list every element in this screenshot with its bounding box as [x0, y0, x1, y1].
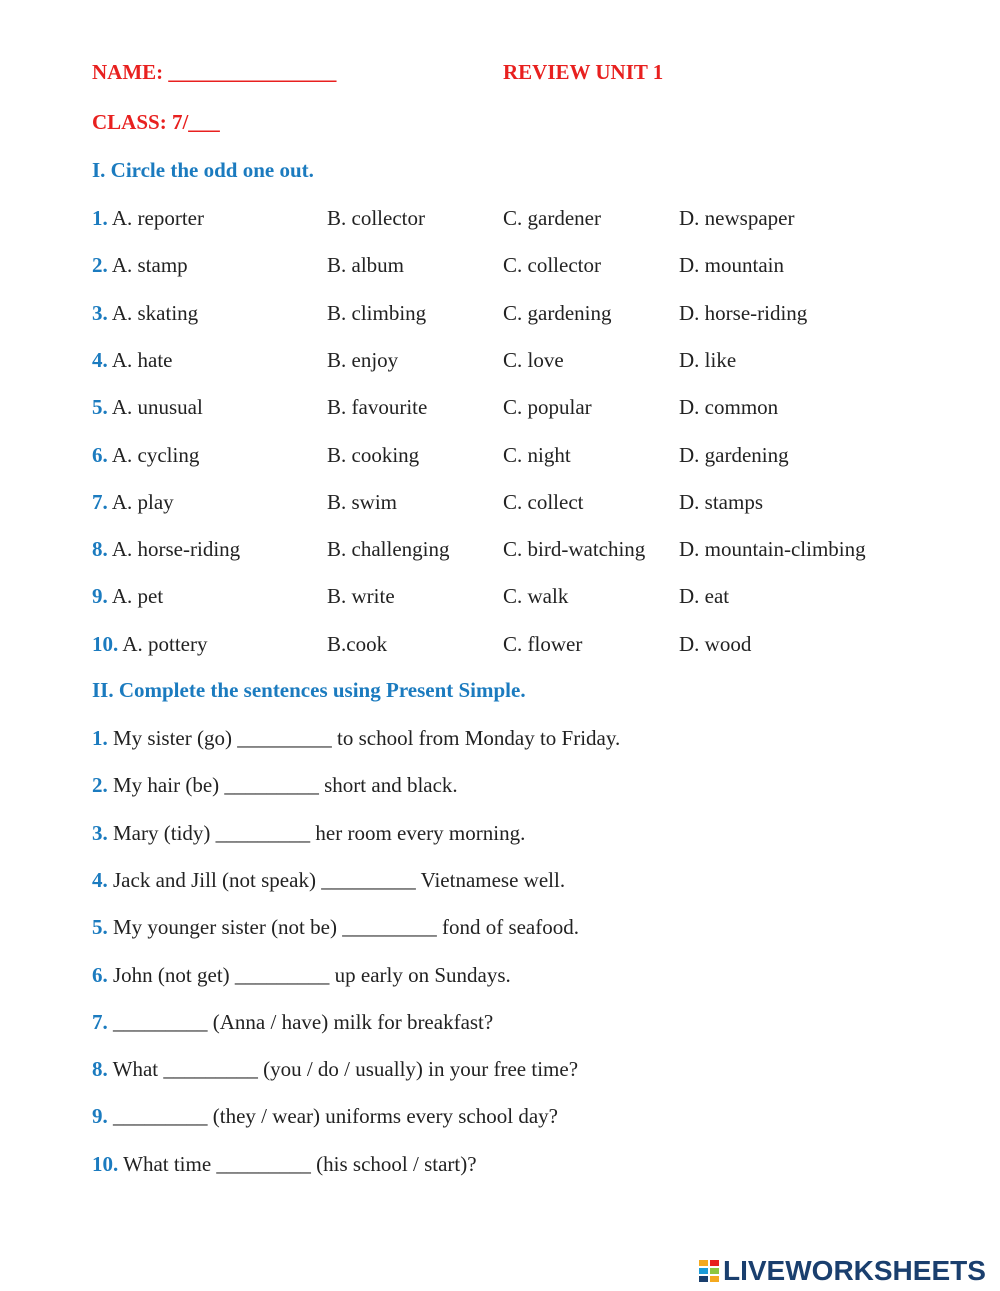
option-b[interactable]: B. album [327, 253, 404, 277]
item-number: 4. [92, 868, 108, 892]
option-c[interactable]: C. collector [503, 253, 601, 277]
option-b[interactable]: B. favourite [327, 395, 428, 419]
item-number: 2. [92, 773, 108, 797]
option-c[interactable]: C. flower [503, 632, 583, 656]
item-number: 3. [92, 301, 108, 325]
option-a[interactable]: A. skating [111, 301, 199, 325]
option-b[interactable]: B. challenging [327, 537, 450, 561]
option-d[interactable]: D. stamps [679, 490, 763, 514]
odd-one-out-item [92, 348, 173, 372]
odd-one-out-item [92, 206, 204, 230]
item-number: 1. [92, 726, 108, 750]
option-c[interactable]: C. night [503, 443, 571, 467]
option-d[interactable]: D. gardening [679, 443, 789, 467]
item-number: 1. [92, 206, 108, 230]
sentence-item[interactable] [92, 915, 579, 939]
option-b[interactable]: B. enjoy [327, 348, 399, 372]
sentence-text: What _________ (you / do / usually) in your free time? [112, 1057, 579, 1081]
option-c[interactable]: C. bird-watching [503, 537, 646, 561]
sentence-text: Jack and Jill (not speak) _________ Vietnamese well. [113, 868, 566, 892]
item-number: 8. [92, 537, 108, 561]
odd-one-out-item [92, 443, 199, 467]
odd-one-out-item [92, 632, 208, 656]
sentence-item[interactable] [92, 1152, 477, 1176]
odd-one-out-item [92, 395, 203, 419]
sentence-item[interactable] [92, 821, 525, 845]
option-a[interactable]: A. play [111, 490, 174, 514]
option-a[interactable]: A. stamp [111, 253, 188, 277]
sentence-text: John (not get) _________ up early on Sundays. [113, 963, 511, 987]
item-number: 6. [92, 963, 108, 987]
sentence-item[interactable] [92, 1057, 578, 1081]
sentence-text: What time _________ (his school / start)? [123, 1152, 477, 1176]
sentence-item[interactable] [92, 773, 458, 797]
odd-one-out-item [92, 253, 188, 277]
name-field-label: NAME: ________________ [92, 60, 337, 84]
option-a[interactable]: A. pet [111, 584, 164, 608]
sentence-item[interactable] [92, 726, 620, 750]
sentence-text: _________ (Anna / have) milk for breakfast? [113, 1010, 494, 1034]
option-c[interactable]: C. popular [503, 395, 592, 419]
option-c[interactable]: C. love [503, 348, 564, 372]
option-d[interactable]: D. mountain-climbing [679, 537, 866, 561]
option-d[interactable]: D. wood [679, 632, 752, 656]
option-a[interactable]: A. pottery [122, 632, 208, 656]
item-number: 5. [92, 915, 108, 939]
option-a[interactable]: A. unusual [111, 395, 203, 419]
sentence-text: My younger sister (not be) _________ fond of seafood. [113, 915, 579, 939]
option-c[interactable]: C. gardening [503, 301, 612, 325]
liveworksheets-logo-text: LIVEWORKSHEETS [723, 1255, 986, 1286]
sentence-item[interactable] [92, 963, 511, 987]
option-b[interactable]: B. climbing [327, 301, 427, 325]
option-d[interactable]: D. horse-riding [679, 301, 808, 325]
item-number: 9. [92, 584, 108, 608]
option-a[interactable]: A. horse-riding [111, 537, 241, 561]
item-number: 10. [92, 1152, 119, 1176]
option-d[interactable]: D. eat [679, 584, 730, 608]
sentence-item[interactable] [92, 1010, 493, 1034]
liveworksheets-logo [698, 1256, 986, 1286]
item-number: 7. [92, 490, 108, 514]
option-b[interactable]: B. collector [327, 206, 425, 230]
option-b[interactable]: B. write [327, 584, 395, 608]
section2-heading: II. Complete the sentences using Present Simple. [92, 678, 526, 702]
class-field-label: CLASS: 7/___ [92, 110, 220, 134]
item-number: 3. [92, 821, 108, 845]
section1-heading: I. Circle the odd one out. [92, 158, 314, 182]
item-number: 7. [92, 1010, 108, 1034]
sentence-item[interactable] [92, 868, 565, 892]
odd-one-out-item [92, 490, 174, 514]
option-d[interactable]: D. mountain [679, 253, 784, 277]
option-d[interactable]: D. common [679, 395, 779, 419]
item-number: 6. [92, 443, 108, 467]
option-a[interactable]: A. reporter [111, 206, 204, 230]
sentence-text: My sister (go) _________ to school from Monday to Friday. [113, 726, 621, 750]
option-a[interactable]: A. cycling [111, 443, 200, 467]
sentence-text: My hair (be) _________ short and black. [113, 773, 458, 797]
option-b[interactable]: B. cooking [327, 443, 420, 467]
odd-one-out-item [92, 537, 240, 561]
odd-one-out-item [92, 584, 163, 608]
option-c[interactable]: C. walk [503, 584, 569, 608]
item-number: 4. [92, 348, 108, 372]
sentence-text: _________ (they / wear) uniforms every school day? [113, 1104, 558, 1128]
worksheet-title: REVIEW UNIT 1 [503, 60, 664, 84]
liveworksheets-logo-icon [698, 1259, 720, 1283]
item-number: 9. [92, 1104, 108, 1128]
sentence-text: Mary (tidy) _________ her room every morning. [113, 821, 526, 845]
option-b[interactable]: B. swim [327, 490, 398, 514]
item-number: 5. [92, 395, 108, 419]
item-number: 8. [92, 1057, 108, 1081]
option-c[interactable]: C. collect [503, 490, 584, 514]
odd-one-out-item [92, 301, 198, 325]
option-d[interactable]: D. like [679, 348, 737, 372]
option-d[interactable]: D. newspaper [679, 206, 795, 230]
sentence-item[interactable] [92, 1104, 558, 1128]
item-number: 10. [92, 632, 119, 656]
option-a[interactable]: A. hate [111, 348, 173, 372]
option-c[interactable]: C. gardener [503, 206, 601, 230]
item-number: 2. [92, 253, 108, 277]
option-b[interactable]: B.cook [327, 632, 388, 656]
